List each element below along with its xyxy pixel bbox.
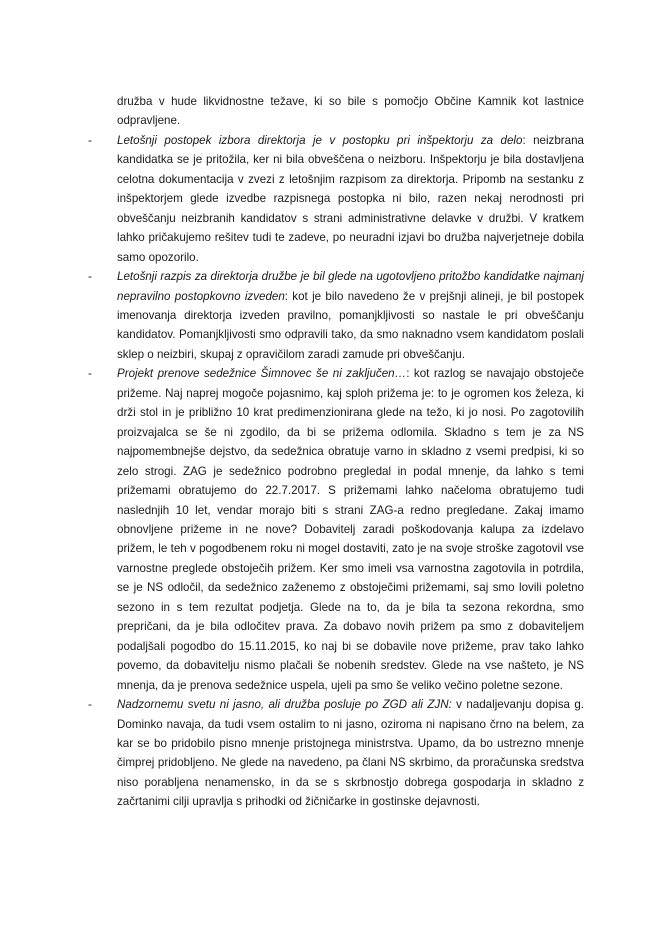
item-body: : kot razlog se navajajo obstoječe prižeme. Naj naprej mogoče pojasnimo, kaj sploh prižema je: to je ogromen kos železa, ki drži stol in je približno 10 krat predimenzionirana glede na težo, ki jo nosi. Po zagotovilih proizvajalca se še ni zgodilo, da bi se prižema odlomila. Skladno s tem je za NS najpomembnejše dejstvo, da sedežnica obratuje varno in skladno z vsemi predpisi, ki so zelo strogi. ZAG je sedežnico podrobno pregledal in podal mnenje, da lahko s temi prižemami obratujemo do 22.7.2017. S prižemami lahko načeloma obratujemo tudi naslednjih 10 let, vendar morajo biti s strani ZAG-a redno pregledane. Zakaj imamo obnovljene prižeme in ne nove? Dobavitelj zaradi poškodovanja kalupa za izdelavo prižem, le teh v pogodbenem roku ni mogel dostaviti, zato je na svoje stroške zagotovil vse varnostne preglede obstoječih prižem. Ker smo imeli vsa varnostna zagotovila in potrdila, se je NS odločil, da sedežnico zaženemo z obstoječimi prižemami, saj smo lovili poletno sezono in s tem rezultat podjetja. Glede na to, da je bila ta sezona rekordna, smo prepričani, da je bila odločitev prava. Za dobavo novih prižem pa smo z dobaviteljem podaljšali pogodbo do 15.11.2015, ko naj bi se dobavile nove prižeme, prav tako lahko povemo, da dobavitelju nismo plačali še nobenih sredstev. Glede na vse našteto, je NS mnenja, da je prenova sedežnice uspela, ujeli pa smo še veliko večino poletne sezone.	[117, 367, 584, 692]
list-item	[88, 695, 584, 812]
list-item	[88, 364, 584, 695]
list-item	[88, 131, 584, 267]
bullet-dash: -	[88, 367, 92, 381]
item-lead: Projekt prenove sedežnice Šimnovec še ni zaključen…	[117, 367, 407, 381]
document-body	[88, 92, 584, 812]
item-body: : neizbrana kandidatka se je pritožila, ker ni bila obveščena o neizboru. Inšpektorju je bila dostavljena celotna dokumentacija v zvezi z letošnjim razpisom za direktorja. Pripomb na sestanku z inšpektorjem glede izvedbe razpisnega postopka ni bilo, razen nekaj nerodnosti pri obveščanju neizbranih kandidatov s strani administrativne delavke v družbi. V kratkem lahko pričakujemo rešitev tudi te zadeve, po neuradni izjavi bo družba najverjetneje dobila samo opozorilo.	[117, 133, 584, 264]
item-lead: Nadzornemu svetu ni jasno, ali družba posluje po ZGD ali ZJN:	[117, 698, 452, 712]
item-body: v nadaljevanju dopisa g. Dominko navaja, da tudi vsem ostalim to ni jasno, oziroma ni napisano črno na belem, za kar se bo pridobilo pisno mnenje pristojnega ministrstva. Upamo, da bo ustrezno mnenje čimprej pridobljeno. Ne glede na navedeno, pa člani NS skrbimo, da proračunska sredstva niso porabljena nenamensko, in da se s skrbnostjo dobrega gospodarja in skladno z začrtanimi cilji upravlja s prihodki od žičničarke in gostinske dejavnosti.	[117, 698, 584, 809]
item-lead: Letošnji razpis za direktorja družbe je bil glede na ugotovljeno pritožbo kandidatke najmanj nepravilno postopkovno izveden	[117, 270, 584, 303]
list-item	[88, 267, 584, 364]
bullet-dash: -	[88, 270, 92, 284]
bullet-dash: -	[88, 133, 92, 147]
item-body: : kot je bilo navedeno že v prejšnji alineji, je bil postopek imenovanja direktorja izveden pravilno, pomanjkljivosti so nastale le pri obveščanju kandidatov. Pomanjkljivosti smo odpravili tako, da smo naknadno vsem kandidatom poslali sklep o neizbiri, skupaj z opravičilom zaradi zamude pri obveščanju.	[117, 289, 584, 361]
item-lead: Letošnji postopek izbora direktorja je v postopku pri inšpektorju za delo	[117, 133, 523, 147]
bullet-dash: -	[88, 698, 92, 712]
intro-paragraph: družba v hude likvidnostne težave, ki so bile s pomočjo Občine Kamnik kot lastnice odpravljene.	[117, 95, 584, 128]
